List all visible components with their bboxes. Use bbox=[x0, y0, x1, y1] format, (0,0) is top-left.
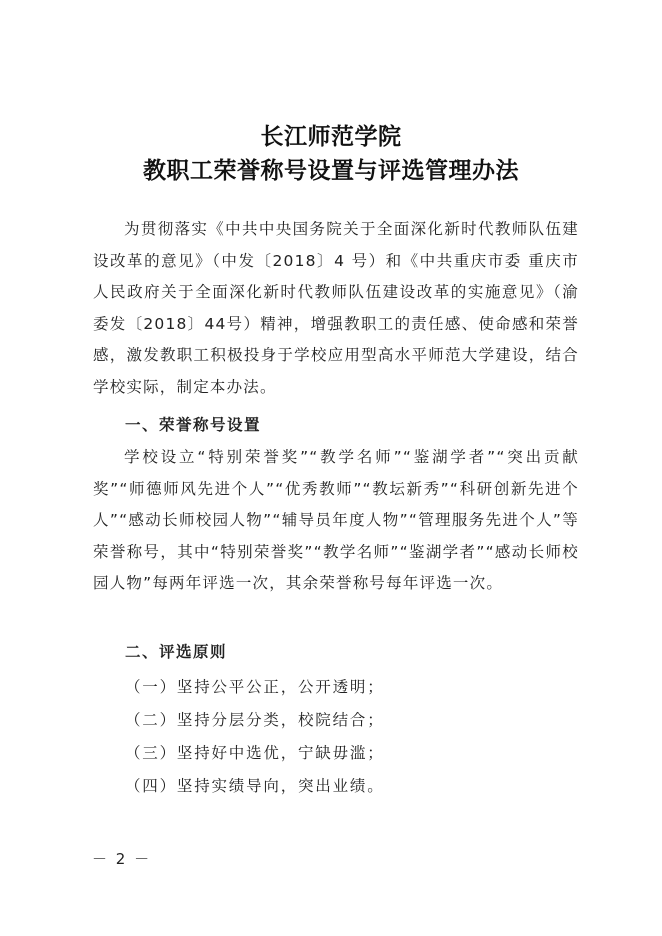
principle-item: （一）坚持公平公正，公开透明； bbox=[125, 678, 385, 696]
document-title: 教职工荣誉称号设置与评选管理办法 bbox=[143, 157, 519, 184]
principle-item: （四）坚持实绩导向，突出业绩。 bbox=[125, 777, 385, 795]
intro-paragraph: 为贯彻落实《中共中央国务院关于全面深化新时代教师队伍建设改革的意见》（中发〔2018〕4 号）和《中共重庆市委 重庆市人民政府关于全面深化新时代教师队伍建设改革的实施意见》（渝委发〔2018〕44号）精神，增强教职工的责任感、使命感和荣誉感，激发教职工积极投身于学校应用型高水平师范大学建设，结合学校实际，制定本办法。 bbox=[93, 220, 579, 396]
principle-item: （三）坚持好中选优，宁缺毋滥； bbox=[125, 744, 385, 762]
section-body-honor-titles: 学校设立“特别荣誉奖”“教学名师”“鉴湖学者”“突出贡献奖”“师德师风先进个人”“优秀教师”“教坛新秀”“科研创新先进个人”“感动长师校园人物”“辅导员年度人物”“管理服务先进个人”等荣誉称号，其中“特别荣誉奖”“教学名师”“鉴湖学者”“感动长师校园人物”每两年评选一次，其余荣誉称号每年评选一次。 bbox=[93, 448, 579, 592]
principle-item: （二）坚持分层分类，校院结合； bbox=[125, 711, 385, 729]
section-heading-honor-titles: 一、荣誉称号设置 bbox=[125, 416, 262, 434]
section-heading-principles: 二、评选原则 bbox=[125, 643, 228, 661]
document-title-institution: 长江师范学院 bbox=[260, 123, 402, 150]
page-number: － 2 － bbox=[92, 850, 152, 868]
